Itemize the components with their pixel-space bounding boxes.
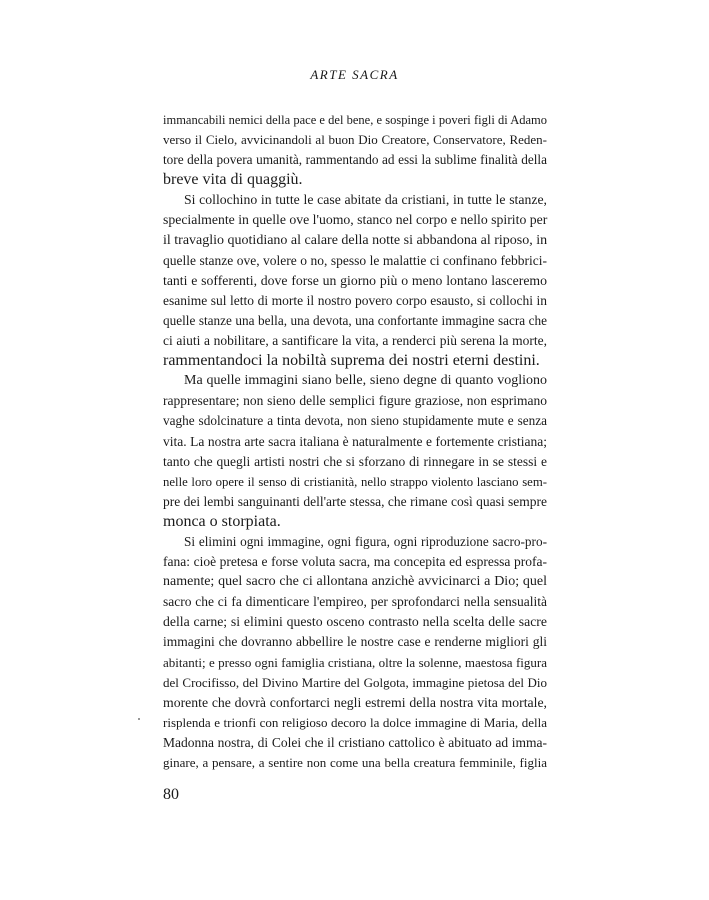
body-text bbox=[163, 110, 547, 773]
text-line: quelle stanze una bella, una devota, una confortante immagine sacra che bbox=[163, 312, 547, 328]
text-line: Si elimini ogni immagine, ogni figura, ogni riproduzione sacro-pro- bbox=[184, 533, 547, 549]
text-line: Ma quelle immagini siano belle, sieno degne di quanto vogliono bbox=[184, 373, 547, 389]
text-line: tanto che quegli artisti nostri che si sforzano di rinnegare in se stessi e bbox=[163, 453, 547, 469]
text-line: specialmente in quelle ove l'uomo, stanco nel corpo e nello spirito per bbox=[163, 212, 548, 228]
text-line: immagini che dovranno abbellire le nostre case e renderne migliori gli bbox=[163, 634, 547, 650]
text-line: ci aiuti a nobilitare, a santificare la vita, a renderci più serena la morte, bbox=[163, 333, 547, 349]
text-line: ginare, a pensare, a sentire non come una bella creatura femminile, figlia bbox=[163, 755, 547, 770]
text-line: fana: cioè pretesa e forse voluta sacra, ma concepita ed espressa profa- bbox=[163, 554, 547, 570]
text-line: abitanti; e presso ogni famiglia cristiana, oltre la solenne, maestosa figura bbox=[163, 654, 547, 670]
text-line: rappresentare; non sieno delle semplici figure graziose, non esprimano bbox=[163, 393, 547, 409]
running-head: ARTE SACRA bbox=[310, 67, 399, 82]
text-line: tore della povera umanità, rammentando ad essi la sublime finalità della bbox=[163, 152, 547, 168]
text-line: pre dei lembi sanguinanti dell'arte stessa, che rimane così quasi sempre bbox=[163, 493, 547, 509]
text-line: morente che dovrà confortarci negli estremi della nostra vita mortale, bbox=[163, 694, 547, 710]
text-line: il travaglio quotidiano al calare della notte si abbandona al riposo, in bbox=[163, 232, 548, 248]
text-line: del Crocifisso, del Divino Martire del Golgota, immagine pietosa del Dio bbox=[163, 674, 547, 690]
text-line: Madonna nostra, di Colei che il cristiano cattolico è abituato ad imma- bbox=[163, 734, 547, 750]
text-line: sacro che ci fa dimenticare l'empireo, per sprofondarci nella sensualità bbox=[163, 594, 547, 610]
text-line: vaghe sdolcinature a tinta devota, non sieno stupidamente mute e senza bbox=[163, 413, 547, 429]
text-line: quelle stanze ove, volere o no, spesso le malattie ci confinano febbrici- bbox=[163, 252, 547, 268]
text-line: tanti e sofferenti, dove forse un giorno più o meno lontano lasceremo bbox=[163, 272, 547, 288]
text-line: esanime sul letto di morte il nostro povero corpo esausto, si collochi in bbox=[163, 292, 547, 308]
margin-speck bbox=[138, 718, 140, 720]
text-line: nelle loro opere il senso di cristianità, nello strappo violento lasciano sem- bbox=[163, 474, 547, 489]
text-line: namente; quel sacro che ci allontana anzichè avvicinarci a Dio; quel bbox=[163, 574, 547, 590]
text-line: verso il Cielo, avvicinandoli al buon Dio Creatore, Conservatore, Reden- bbox=[163, 132, 547, 148]
text-line: della carne; si elimini questo osceno contrasto nella scelta delle sacre bbox=[163, 614, 547, 630]
text-line: Si collochino in tutte le case abitate da cristiani, in tutte le stanze, bbox=[184, 192, 547, 208]
text-line: monca o storpiata. bbox=[163, 512, 281, 530]
text-line: breve vita di quaggiù. bbox=[163, 171, 303, 189]
text-line: rammentandoci la nobiltà suprema dei nostri eterni destini. bbox=[163, 352, 540, 370]
text-line: vita. La nostra arte sacra italiana è naturalmente e fortemente cristiana; bbox=[163, 433, 547, 449]
text-line: immancabili nemici della pace e del bene, e sospinge i poveri figli di Adamo bbox=[163, 113, 547, 127]
page-number: 80 bbox=[163, 786, 179, 803]
text-line: risplenda e trionfi con religioso decoro la dolce immagine di Maria, della bbox=[163, 714, 547, 730]
